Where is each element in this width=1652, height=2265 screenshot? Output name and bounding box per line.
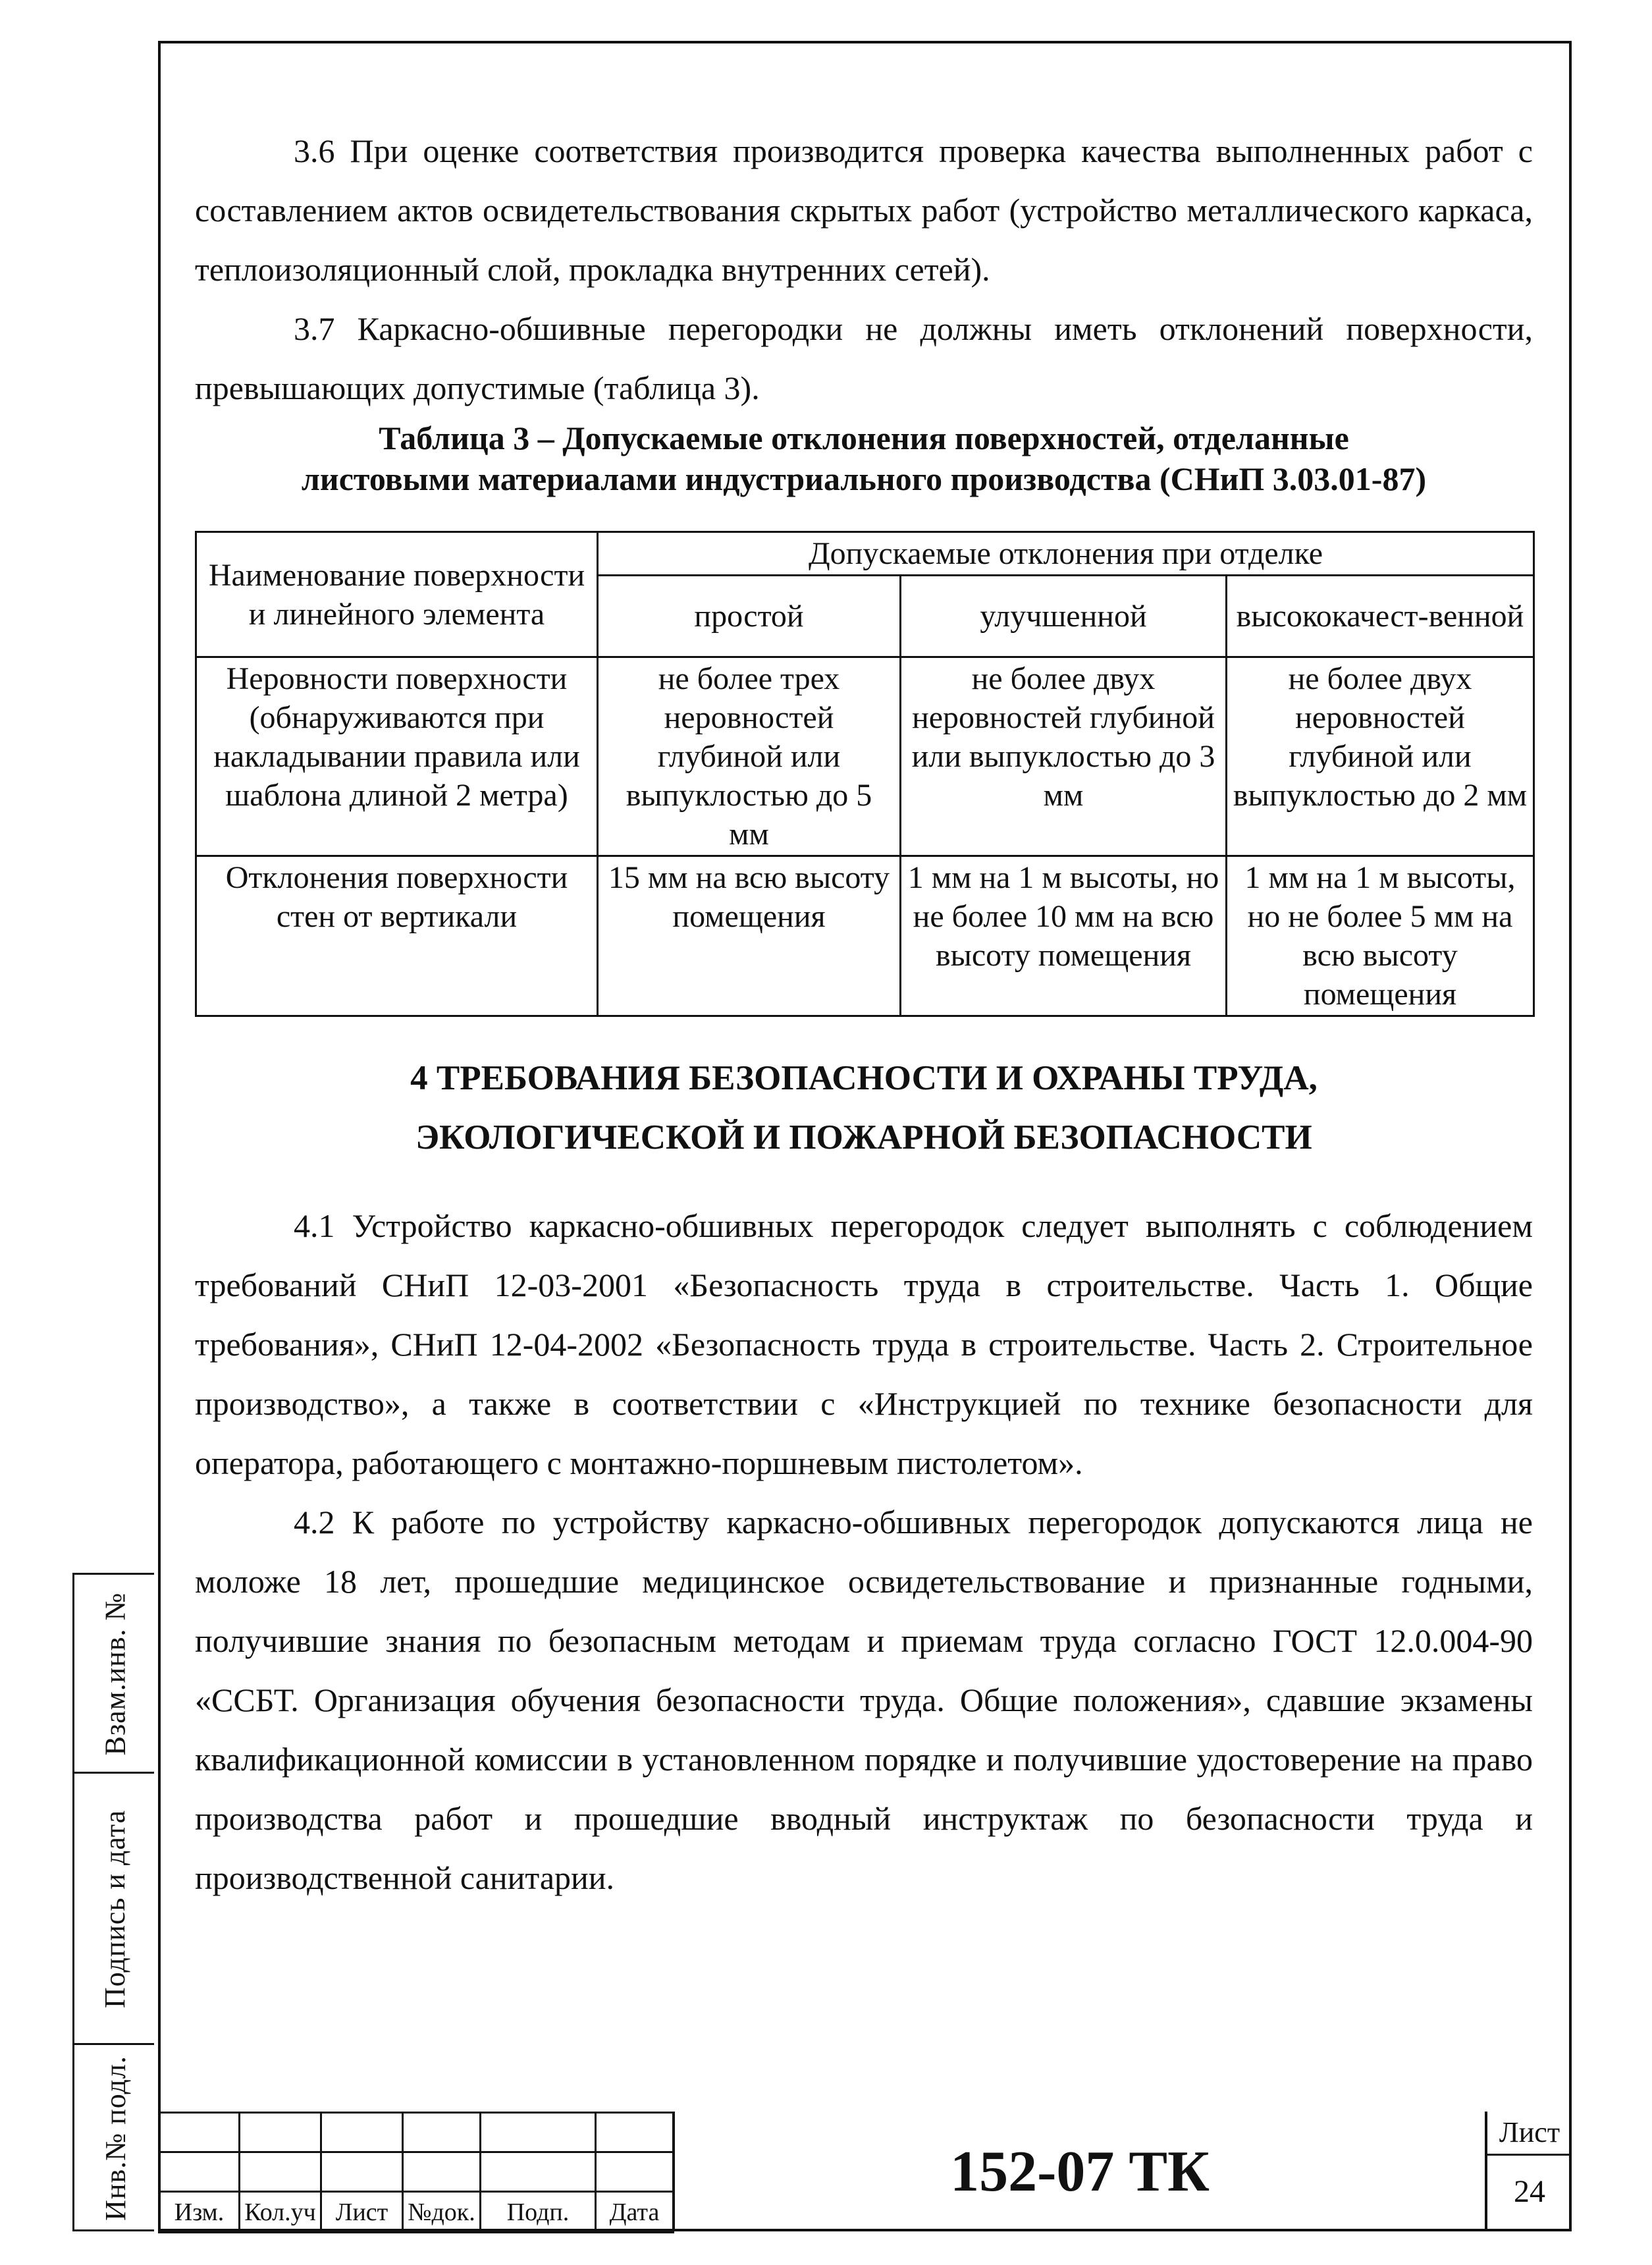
title-block-izm: Изм. <box>159 2192 240 2233</box>
header-improved: улучшенной <box>901 576 1227 657</box>
table-caption-line-2: листовыми материалами индустриального производства (СНиП 3.03.01-87) <box>301 460 1427 497</box>
title-block <box>158 2112 1572 2231</box>
table-row <box>196 657 1534 856</box>
side-stamp-podpis <box>72 1772 154 2045</box>
section-4-heading <box>195 1049 1533 1167</box>
side-stamp-inv <box>72 2043 154 2231</box>
clauses-4 <box>195 1196 1533 1907</box>
table-row <box>196 856 1534 1016</box>
paragraph-3-6: 3.6 При оценке соответствия производится проверка качества выполненных работ с составлением актов освидетельствования скрытых работ (устройство металлического каркаса, теплоизоляционный слой, прокладка внутренних сетей). <box>195 132 1533 288</box>
sheet-box <box>1485 2112 1572 2231</box>
title-block-podp: Подп. <box>481 2192 596 2233</box>
paragraph-3-7: 3.7 Каркасно-обшивные перегородки не должны иметь отклонений поверхности, превышающих допустимые (таблица 3). <box>195 310 1533 406</box>
section-4-title-line-2: ЭКОЛОГИЧЕСКОЙ И ПОЖАРНОЙ БЕЗОПАСНОСТИ <box>415 1118 1312 1157</box>
title-block-grid <box>158 2112 674 2233</box>
row-2-simple: 15 мм на всю высоту помещения <box>598 856 901 1016</box>
side-stamp-vzam <box>72 1573 154 1774</box>
title-block-list: Лист <box>321 2192 403 2233</box>
document-code: 152-07 ТК <box>672 2112 1485 2231</box>
sheet-label: Лист <box>1487 2112 1572 2156</box>
section-4-title-line-1: 4 ТРЕБОВАНИЯ БЕЗОПАСНОСТИ И ОХРАНЫ ТРУДА, <box>410 1059 1318 1097</box>
side-stamp-vzam-label: Взам.инв. № <box>99 1592 132 1755</box>
header-name: Наименование поверхности и линейного элемента <box>196 532 598 657</box>
row-2-improved: 1 мм на 1 м высоты, но не более 10 мм на всю высоту помещения <box>901 856 1227 1016</box>
deviations-table <box>195 531 1535 1017</box>
row-1-high: не более двух неровностей глубиной или выпуклостью до 2 мм <box>1227 657 1534 856</box>
title-block-ndok: №док. <box>403 2192 481 2233</box>
clauses-3 <box>195 121 1533 418</box>
header-group: Допускаемые отклонения при отделке <box>598 532 1534 576</box>
row-1-simple: не более трех неровностей глубиной или выпуклостью до 5 мм <box>598 657 901 856</box>
side-stamp-podpis-label: Подпись и дата <box>99 1809 132 2008</box>
header-high: высококачест-венной <box>1227 576 1534 657</box>
table-caption-line-1: Таблица 3 – Допускаемые отклонения поверхностей, отделанные <box>379 420 1349 456</box>
row-1-name: Неровности поверхности (обнаруживаются при накладывании правила или шаблона длиной 2 метра) <box>196 657 598 856</box>
title-block-data: Дата <box>596 2192 674 2233</box>
paragraph-4-1: 4.1 Устройство каркасно-обшивных перегородок следует выполнять с соблюдением требований СНиП 12-03-2001 «Безопасность труда в строительстве. Часть 1. Общие требования», СНиП 12-04-2002 «Безопасность труда в строительстве. Часть 2. Строительное производство», а также в соответствии с «Инструкцией по технике безопасности для оператора, работающего с монтажно-поршневым пистолетом». <box>195 1207 1533 1481</box>
title-block-kol: Кол.уч <box>240 2192 321 2233</box>
side-stamp-inv-label: Инв.№ подл. <box>99 2055 132 2221</box>
row-2-high: 1 мм на 1 м высоты, но не более 5 мм на всю высоту помещения <box>1227 856 1534 1016</box>
header-simple: простой <box>598 576 901 657</box>
paragraph-4-2: 4.2 К работе по устройству каркасно-обшивных перегородок допускаются лица не моложе 18 лет, прошедшие медицинское освидетельствование и признанные годными, получившие знания по безопасным методам и приемам труда согласно ГОСТ 12.0.004-90 «ССБТ. Организация обучения безопасности труда. Общие положения», сдавшие экзамены квалификационной комиссии в установленном порядке и получившие удостоверение на право производства работ и прошедшие вводный инструктаж по безопасности труда и производственной санитарии. <box>195 1504 1533 1896</box>
row-1-improved: не более двух неровностей глубиной или выпуклостью до 3 мм <box>901 657 1227 856</box>
row-2-name: Отклонения поверхности стен от вертикали <box>196 856 598 1016</box>
table-caption <box>195 418 1533 499</box>
sheet-number: 24 <box>1514 2174 1545 2209</box>
